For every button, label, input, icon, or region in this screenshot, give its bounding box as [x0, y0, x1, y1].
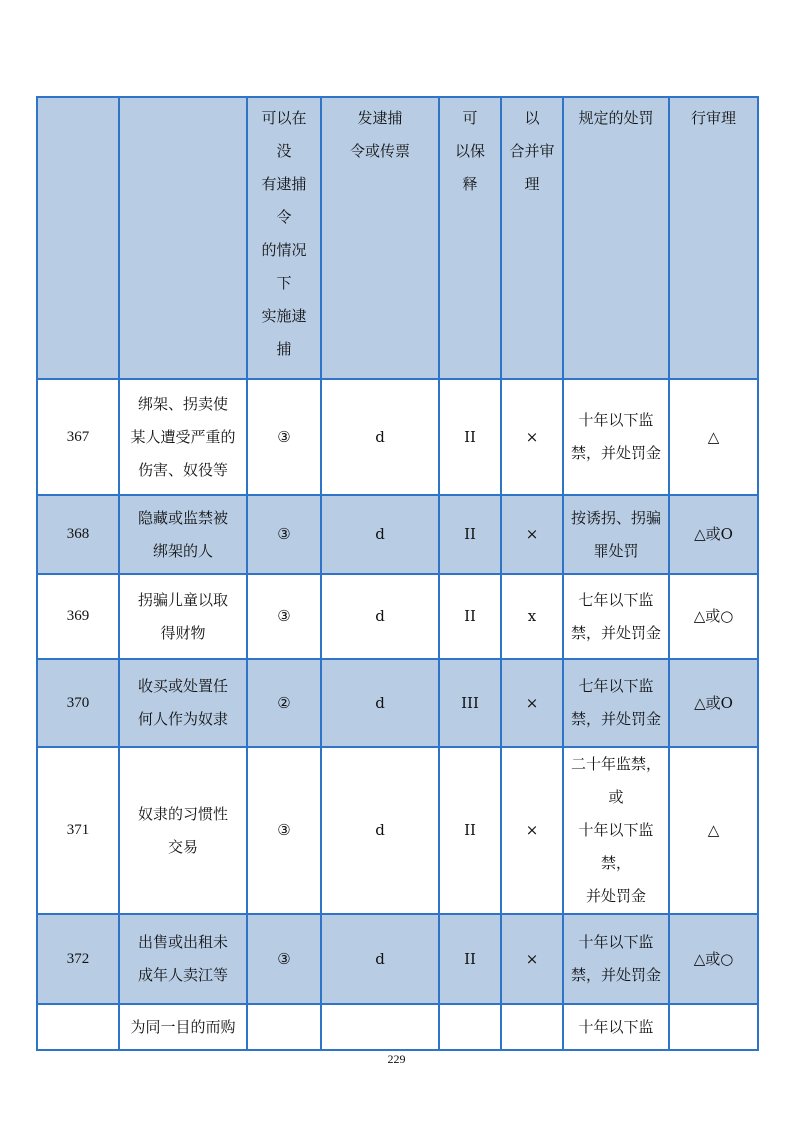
header-punishment: 规定的处罚 — [563, 97, 669, 379]
table-row — [37, 379, 758, 495]
trial-court-mark: △或○ — [669, 574, 758, 659]
trial-court-mark: △或○ — [669, 914, 758, 1004]
joint-trial-mark: × — [501, 379, 563, 495]
section-number: 367 — [37, 379, 119, 495]
punishment-text: 二十年监禁，或 十年以下监禁， 并处罚金 — [563, 747, 669, 914]
table-row — [37, 747, 758, 914]
punishment-text: 七年以下监 禁，并处罚金 — [563, 574, 669, 659]
bail-code: II — [439, 574, 501, 659]
trial-court-mark: △ — [669, 747, 758, 914]
arrest-code — [247, 1004, 321, 1050]
trial-court-mark: △或O — [669, 495, 758, 574]
arrest-code: ③ — [247, 914, 321, 1004]
joint-trial-mark: × — [501, 659, 563, 747]
warrant-code: d — [321, 914, 439, 1004]
header-warrant-or-summons: 发逮捕 令或传票 — [321, 97, 439, 379]
arrest-code: ② — [247, 659, 321, 747]
punishment-text: 十年以下监 — [563, 1004, 669, 1050]
offence-description: 为同一目的而购 — [119, 1004, 247, 1050]
table-row — [37, 659, 758, 747]
warrant-code: d — [321, 659, 439, 747]
arrest-code: ③ — [247, 574, 321, 659]
offence-description: 拐骗儿童以取 得财物 — [119, 574, 247, 659]
bail-code: II — [439, 747, 501, 914]
section-number: 368 — [37, 495, 119, 574]
joint-trial-mark: × — [501, 914, 563, 1004]
warrant-code: d — [321, 379, 439, 495]
joint-trial-mark — [501, 1004, 563, 1050]
section-number: 369 — [37, 574, 119, 659]
header-compoundable: 以 合并审 理 — [501, 97, 563, 379]
punishment-text: 十年以下监 禁，并处罚金 — [563, 379, 669, 495]
table-row — [37, 914, 758, 1004]
header-arrest-without-warrant: 可以在 没 有逮捕 令 的情况 下 实施逮 捕 — [247, 97, 321, 379]
bail-code: II — [439, 495, 501, 574]
offence-description: 绑架、拐卖使 某人遭受严重的 伤害、奴役等 — [119, 379, 247, 495]
header-cell — [37, 97, 119, 379]
section-number: 371 — [37, 747, 119, 914]
joint-trial-mark: × — [501, 747, 563, 914]
arrest-code: ③ — [247, 747, 321, 914]
table-header-row — [37, 97, 758, 379]
trial-court-mark: △ — [669, 379, 758, 495]
section-number: 370 — [37, 659, 119, 747]
bail-code: II — [439, 914, 501, 1004]
offence-description: 隐藏或监禁被 绑架的人 — [119, 495, 247, 574]
warrant-code: d — [321, 747, 439, 914]
joint-trial-mark: × — [501, 495, 563, 574]
joint-trial-mark: x — [501, 574, 563, 659]
section-number: 372 — [37, 914, 119, 1004]
punishment-text: 十年以下监 禁，并处罚金 — [563, 914, 669, 1004]
header-trial-court: 行审理 — [669, 97, 758, 379]
table-row — [37, 495, 758, 574]
bail-code — [439, 1004, 501, 1050]
bail-code: II — [439, 379, 501, 495]
table-row — [37, 574, 758, 659]
bail-code: III — [439, 659, 501, 747]
header-cell — [119, 97, 247, 379]
punishment-text: 七年以下监 禁，并处罚金 — [563, 659, 669, 747]
arrest-code: ③ — [247, 495, 321, 574]
warrant-code — [321, 1004, 439, 1050]
section-number — [37, 1004, 119, 1050]
punishment-text: 按诱拐、拐骗 罪处罚 — [563, 495, 669, 574]
offence-description: 出售或出租未 成年人卖江等 — [119, 914, 247, 1004]
table-row — [37, 1004, 758, 1050]
offence-description: 奴隶的习惯性 交易 — [119, 747, 247, 914]
offence-description: 收买或处置任 何人作为奴隶 — [119, 659, 247, 747]
warrant-code: d — [321, 495, 439, 574]
page-number: 229 — [387, 1052, 406, 1066]
arrest-code: ③ — [247, 379, 321, 495]
trial-court-mark — [669, 1004, 758, 1050]
warrant-code: d — [321, 574, 439, 659]
trial-court-mark: △或O — [669, 659, 758, 747]
offence-table — [36, 96, 759, 1051]
header-bailable: 可 以保 释 — [439, 97, 501, 379]
